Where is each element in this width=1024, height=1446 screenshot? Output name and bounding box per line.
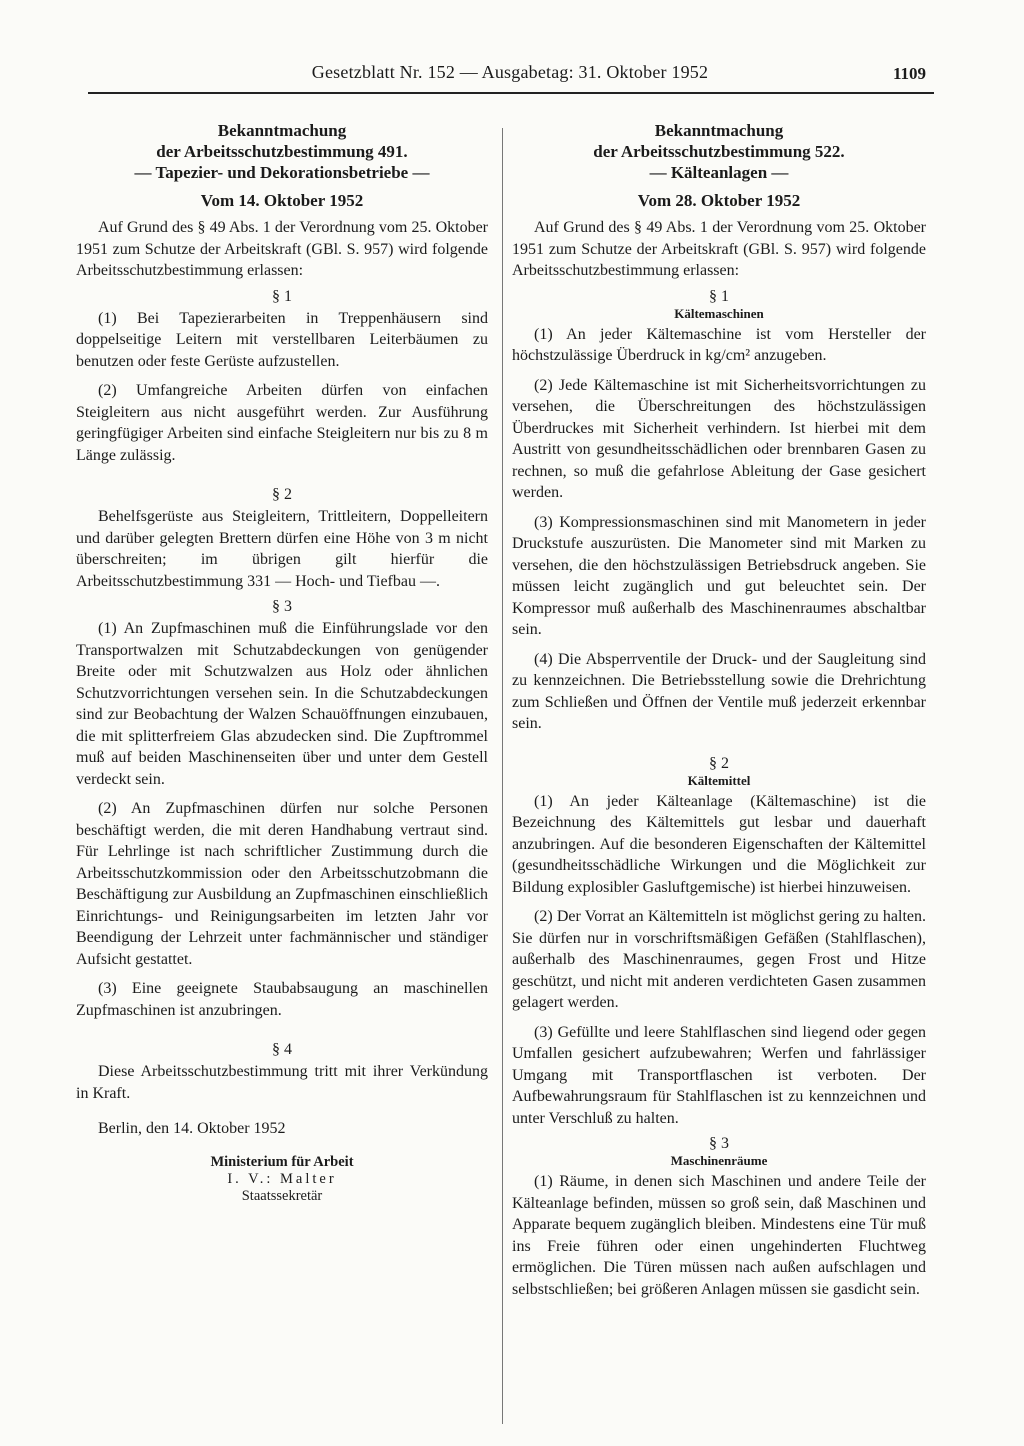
right-s1-p3: (3) Kompressionsmaschinen sind mit Manometern in jeder Druckstufe auszurüsten. Die Manometer sind mit Marken zu versehen, die den höchstzulässigen Betriebsdruck angeben. Sie müssen leicht zugänglich und gut beleuchtet sein. Der Kompressor muß außerhalb des Maschinenraumes abschaltbar sein.	[512, 513, 926, 638]
left-s4-heading: § 4	[272, 1041, 292, 1058]
right-s3-subheading: Maschinenräume	[670, 1153, 768, 1168]
column-divider	[502, 128, 503, 1424]
running-title: Gesetzblatt Nr. 152 — Ausgabetag: 31. Oktober 1952	[311, 62, 709, 82]
right-s1-p2: (2) Jede Kältemaschine ist mit Sicherheitsvorrichtungen zu versehen, die Überschreitungen des höchstzulässigen Überdruckes mit Sicherheit verhindern. Ist hierbei mit dem Austritt von gesundheitsschädlichen oder brennbaren Gasen zu rechnen, so muß die gefahrlose Ableitung der Gase gesichert werden.	[512, 376, 926, 501]
page-header	[90, 62, 930, 92]
signature-ministry: Ministerium für Arbeit	[210, 1153, 354, 1170]
right-s3-p1: (1) Räume, in denen sich Maschinen und andere Teile der Kälteanlage befinden, müssen so groß sein, daß Maschinen und Apparate bequem zugänglich bleiben. Mindestens eine Tür muß ins Freie führen oder einen ungehinderten Fluchtweg ermöglichen. Die Türen müssen nach außen aufschlagen und selbstschließen; bei größeren Anlagen müssen sie gasdicht sein.	[512, 1173, 926, 1298]
right-title-line-3: — Kälteanlagen —	[649, 163, 789, 182]
left-s1-p2: (2) Umfangreiche Arbeiten dürfen von einfachen Steigleitern aus nicht ausgeführt werden. Zur Ausführung geringfügiger Arbeiten sind einfache Steigleitern nur bis zu 8 m Länge zulässig.	[76, 382, 488, 464]
left-s3-p3: (3) Eine geeignete Staubabsaugung an maschinellen Zupfmaschinen ist anzubringen.	[76, 980, 488, 1019]
left-s2-p1: Behelfsgerüste aus Steigleitern, Trittleitern, Doppelleitern und darüber gelegten Brettern dürfen eine Höhe von 3 m nicht überschreiten; im übrigen gilt hierfür die Arbeitsschutzbestimmung 331 — Hoch- und Tiefbau —.	[76, 508, 488, 590]
left-s3-heading: § 3	[272, 598, 292, 615]
right-s1-p4: (4) Die Absperrventile der Druck- und der Saugleitung sind zu kennzeichnen. Die Betriebsstellung sowie die Drehrichtung zum Schließen und Öffnen der Ventile muß jederzeit erkennbar sein.	[512, 650, 926, 732]
right-s3-heading: § 3	[709, 1135, 729, 1152]
left-s3-p1: (1) An Zupfmaschinen muß die Einführungslade vor den Transportwalzen mit Schutzabdeckungen von genügender Breite oder mit Schutzwalzen aus Holz oder ähnlichen Schutzvorrichtungen versehen sein. In die Schutzabdeckungen sind zur Beobachtung der Walzen Schauöffnungen einzubauen, die mit splitterfreiem Glas abzudecken sind. Die Zupftrommel muß auf beiden Maschinenseiten über und unter dem Gestell verdeckt sein.	[76, 620, 488, 788]
header-rule	[88, 92, 934, 94]
right-title-line-2: der Arbeitsschutzbestimmung 522.	[593, 142, 845, 161]
left-place-date: Berlin, den 14. Oktober 1952	[98, 1120, 286, 1137]
right-s2-subheading: Kältemittel	[687, 772, 751, 788]
signature-role: Staatssekretär	[241, 1187, 323, 1204]
right-s2-p1: (1) An jeder Kälteanlage (Kältemaschine) ist die Bezeichnung des Kältemittels gut lesbar und dauerhaft anzubringen. Auf die besonderen Eigenschaften der Kältemittel (gesundheitsschädliche Wirkungen und die Möglichkeit zur Bildung explosibler Gasluftgemische) ist hierbei hinzuweisen.	[512, 792, 926, 896]
left-column	[76, 120, 488, 1205]
right-s1-heading: § 1	[709, 287, 729, 305]
left-intro: Auf Grund des § 49 Abs. 1 der Verordnung vom 25. Oktober 1951 zum Schutze der Arbeitskraft (GBl. S. 957) wird folgende Arbeitsschutzbestimmung erlassen:	[76, 219, 488, 279]
page-number: 1109	[892, 64, 926, 83]
left-s3-p2: (2) An Zupfmaschinen dürfen nur solche Personen beschäftigt werden, die mit deren Handhabung vertraut sind. Für Lehrlinge ist nach schriftlicher Zustimmung durch die Arbeitsschutzkommission oder den Arbeitsschutzobmann die Beschäftigung zur Ausbildung an Zupfmaschinen einschließlich Einrichtungs- und Reinigungsarbeiten im letzten Jahr vor Beendigung der Lehrzeit unter fachmännischer und ständiger Aufsicht gestattet.	[76, 800, 488, 968]
left-s1-p1: (1) Bei Tapezierarbeiten in Treppenhäusern sind doppelseitige Leitern mit verstellbaren Leiterbäumen zu benutzen oder feste Gerüste aufzustellen.	[76, 309, 488, 370]
left-date: Vom 14. Oktober 1952	[200, 191, 364, 210]
right-s2-p3: (3) Gefüllte und leere Stahlflaschen sind liegend oder gegen Umfallen gesichert aufzubewahren; Werfen und fahrlässiger Umgang mit Transportflaschen ist verboten. Der Aufbewahrungsraum für Stahlflaschen ist zu kennzeichnen und unter Verschluß zu halten.	[512, 1023, 926, 1127]
right-date: Vom 28. Oktober 1952	[637, 191, 801, 210]
left-title-line-2: der Arbeitsschutzbestimmung 491.	[156, 142, 408, 161]
left-s1-heading: § 1	[272, 287, 292, 305]
right-s1-p1: (1) An jeder Kältemaschine ist vom Hersteller der höchstzulässige Überdruck in kg/cm² anzugeben.	[512, 325, 926, 364]
right-s2-heading: § 2	[709, 754, 729, 772]
left-title-line-1: Bekanntmachung	[217, 121, 347, 140]
right-column	[512, 120, 926, 1300]
left-s2-heading: § 2	[272, 486, 292, 503]
signature-signer: I. V.: Malter	[227, 1170, 337, 1187]
right-intro: Auf Grund des § 49 Abs. 1 der Verordnung vom 25. Oktober 1951 zum Schutze der Arbeitskraft (GBl. S. 957) wird folgende Arbeitsschutzbestimmung erlassen:	[512, 219, 926, 279]
right-title-line-1: Bekanntmachung	[654, 121, 784, 140]
right-s2-p2: (2) Der Vorrat an Kältemitteln ist möglichst gering zu halten. Sie dürfen nur in vorschriftsmäßigen Gefäßen (Stahlflaschen), außerhalb des Maschinenraumes, gegen Frost und Hitze geschützt, und nicht mit anderen verdichteten Gasen zusammen gelagert werden.	[512, 908, 926, 1011]
left-title-line-3: — Tapezier- und Dekorationsbetriebe —	[134, 163, 430, 182]
left-s4-p1: Diese Arbeitsschutzbestimmung tritt mit ihrer Verkündung in Kraft.	[76, 1063, 488, 1102]
right-s1-subheading: Kältemaschinen	[674, 305, 764, 321]
